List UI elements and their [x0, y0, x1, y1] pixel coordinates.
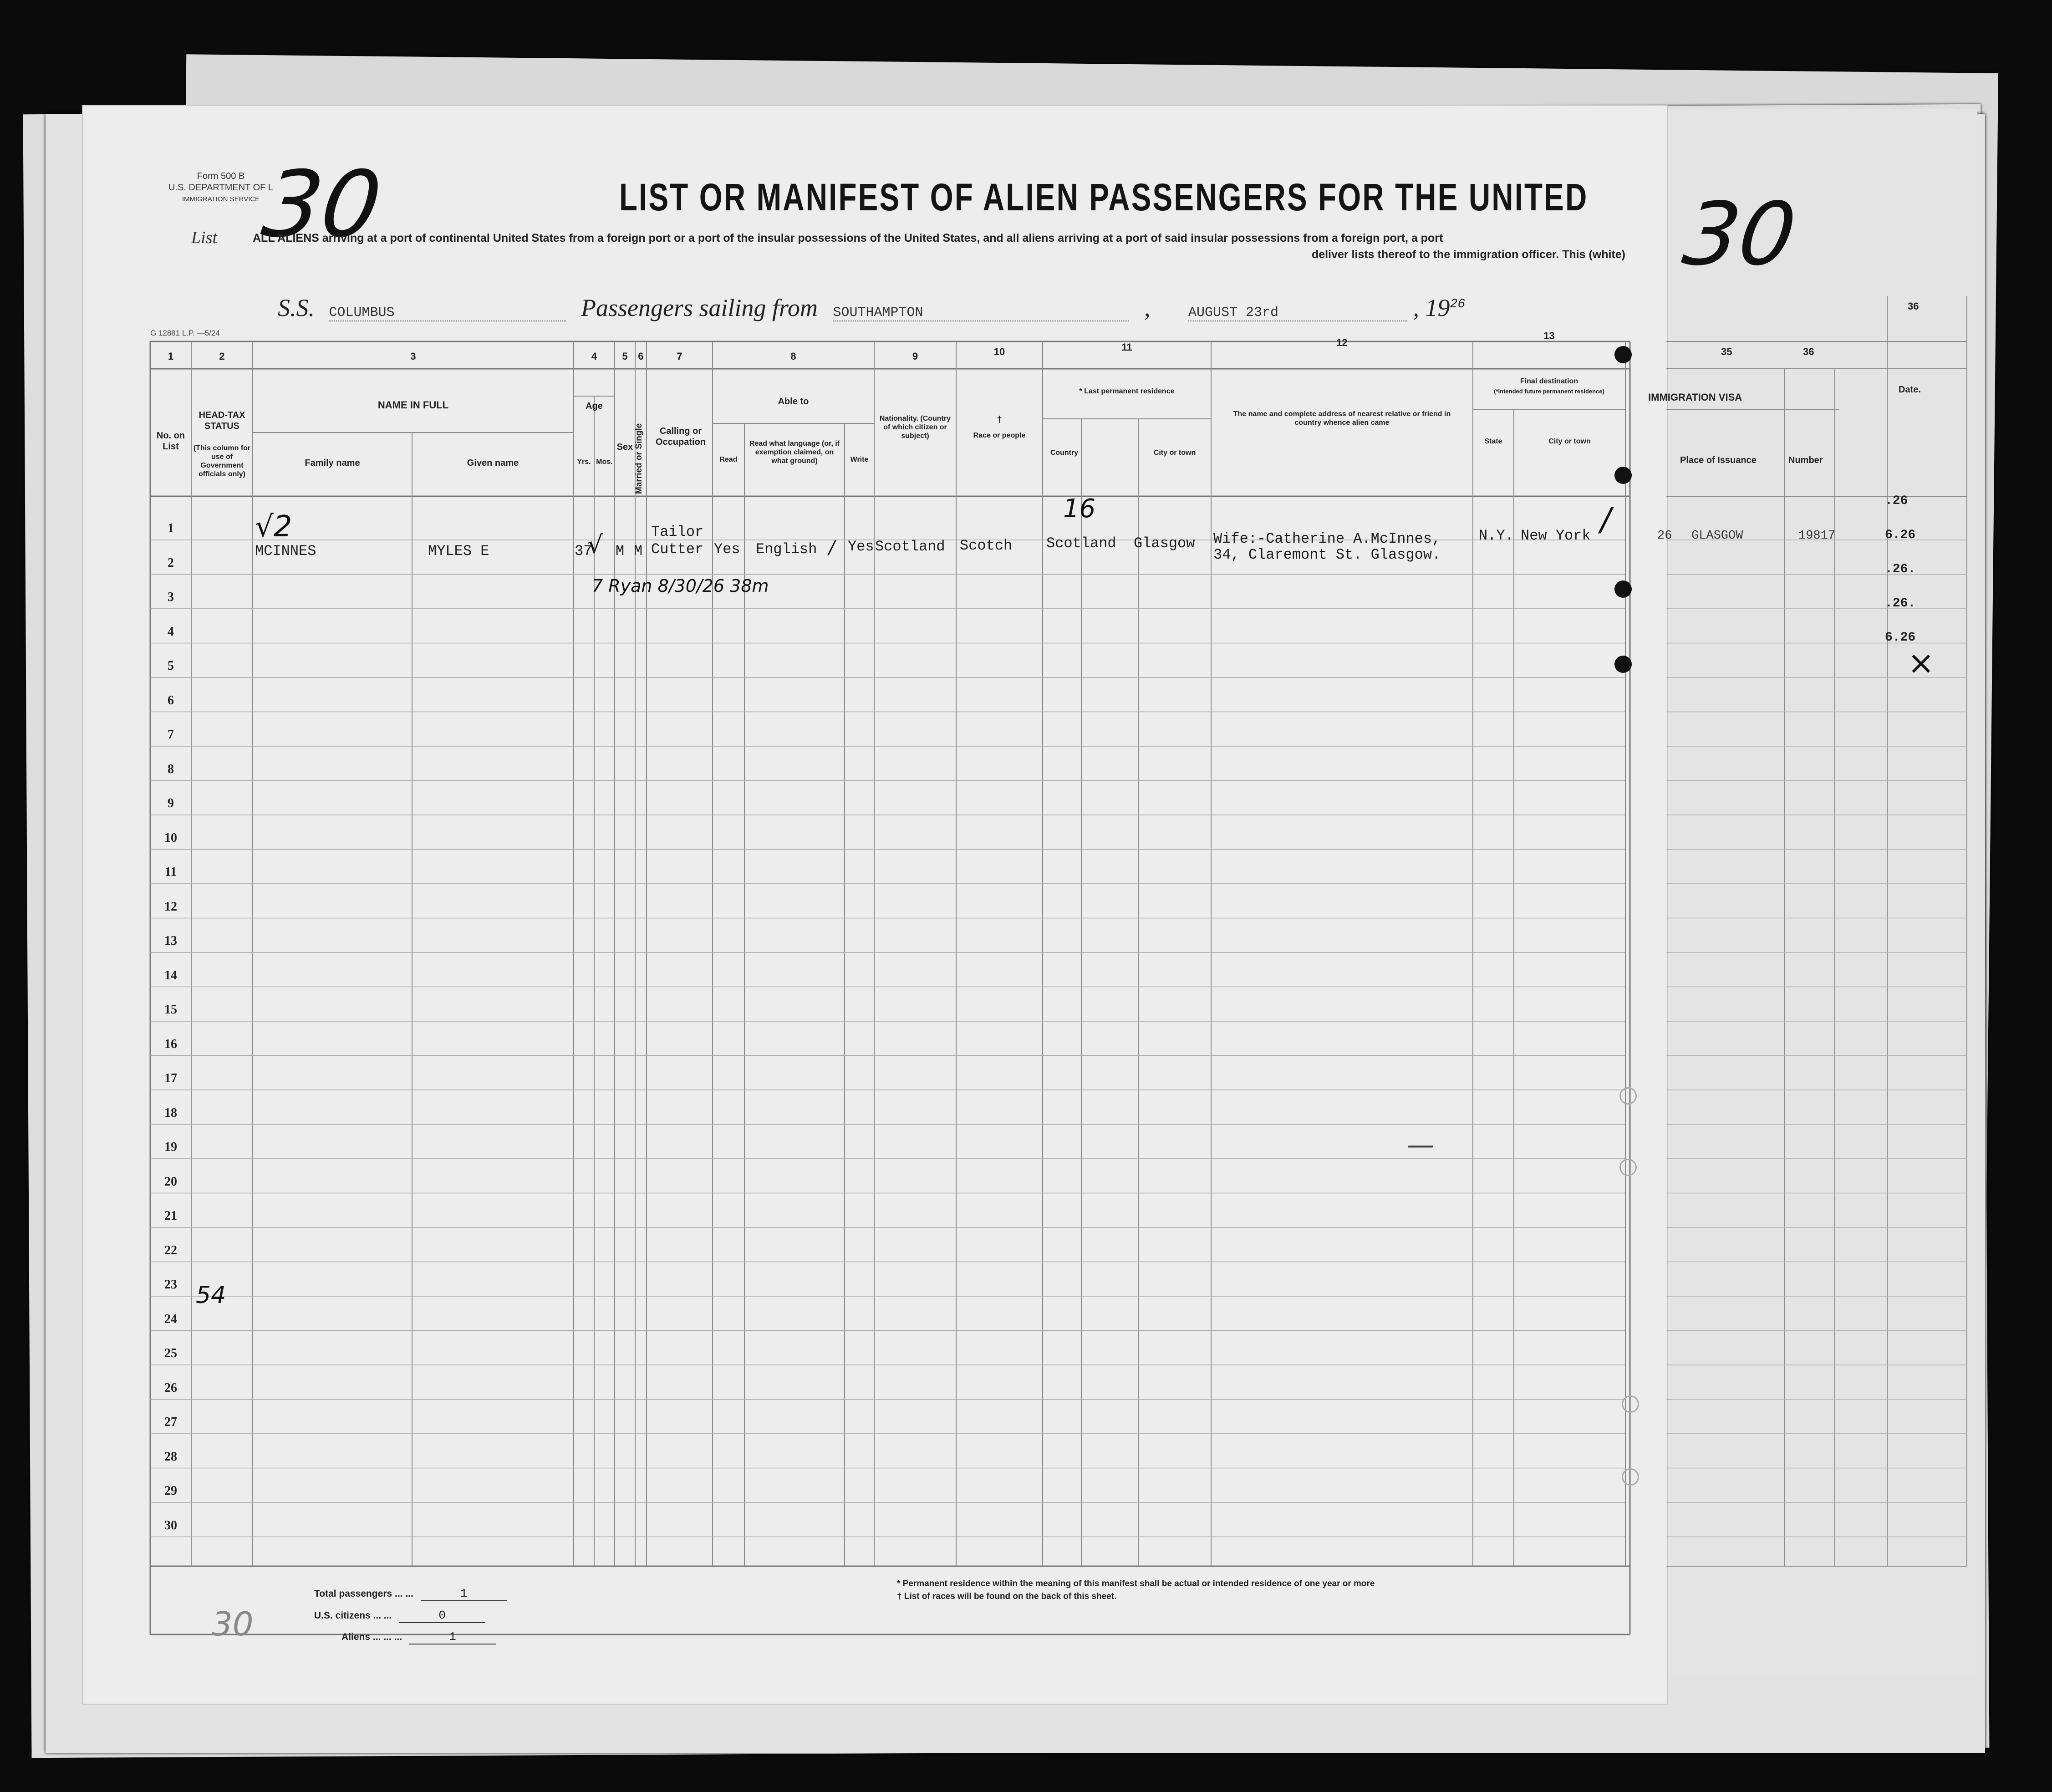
us-citizens-label: U.S. citizens ... ... — [314, 1610, 392, 1621]
row-number: 12 — [164, 899, 177, 914]
header-dest-city: City or town — [1548, 438, 1591, 445]
row-number: 20 — [164, 1174, 177, 1189]
family-checkmark: √2 — [255, 510, 292, 544]
passenger-occupation-2: Cutter — [651, 541, 704, 558]
header-calling: Calling or Occupation — [656, 426, 706, 447]
passenger-language: English — [756, 541, 817, 558]
passenger-occupation-1: Tailor — [651, 524, 704, 540]
punch-hole-ring — [1622, 1468, 1639, 1486]
country-mark: 16 — [1063, 494, 1096, 524]
row-number: 24 — [164, 1312, 177, 1326]
header-final-destination-note: (*Intended future permanent residence) — [1494, 388, 1604, 395]
row-number: 14 — [164, 968, 177, 983]
dest-check: / — [1600, 501, 1611, 538]
row-number: 13 — [164, 934, 177, 948]
total-passengers-value: 1 — [421, 1587, 507, 1601]
passenger-race: Scotch — [960, 537, 1013, 554]
manifest-title: LIST OR MANIFEST OF ALIEN PASSENGERS FOR THE UNITED — [619, 176, 1589, 219]
row-23-mark: 54 — [196, 1282, 226, 1309]
footnote-races: † List of races will be found on the back of this sheet. — [897, 1592, 1117, 1601]
row-2-note: 7 Ryan 8/30/26 38m — [592, 576, 769, 596]
row-number: 9 — [168, 796, 174, 810]
punch-hole — [1614, 656, 1632, 673]
header-read: Read — [719, 456, 738, 463]
header-given-name: Given name — [467, 458, 519, 468]
margin-date: 6.26 — [1885, 631, 1916, 645]
list-number: 30 — [256, 152, 387, 258]
header-head-tax-note: (This column for use of Government officials only) — [193, 444, 251, 478]
header-city-or-town: City or town — [1153, 449, 1196, 457]
passenger-read: Yes — [714, 541, 740, 558]
sailing-date: AUGUST 23rd — [1188, 305, 1407, 321]
header-married-or-single: Married or Single — [634, 423, 644, 494]
list-label: List — [191, 228, 218, 247]
col-num-5: 5 — [622, 351, 628, 362]
header-race-mark: † — [997, 415, 1002, 425]
departure-port: SOUTHAMPTON — [833, 305, 1129, 321]
row-number: 10 — [164, 830, 177, 845]
row-number: 11 — [164, 865, 177, 879]
right-place: GLASGOW — [1691, 529, 1743, 543]
row-number: 25 — [164, 1346, 177, 1360]
margin-date: 6.26 — [1885, 528, 1916, 542]
form-number: Form 500 B — [197, 171, 245, 181]
col-num-4: 4 — [591, 351, 597, 362]
passenger-marital: M — [634, 543, 643, 560]
col-num-11: 11 — [1121, 341, 1132, 353]
passenger-dest-state: N.Y. — [1479, 527, 1514, 544]
col-num-7: 7 — [677, 351, 682, 362]
header-sex: Sex — [616, 442, 633, 452]
subtitle-line-2: deliver lists thereof to the immigration officer. This (white) — [1312, 248, 1625, 261]
row-number: 19 — [164, 1140, 177, 1154]
punch-hole-ring — [1622, 1395, 1639, 1413]
header-able-to: Able to — [778, 397, 809, 407]
row-number: 4 — [168, 624, 174, 639]
age-checkmark: √ — [587, 530, 603, 559]
margin-cross: × — [1908, 644, 1935, 682]
row-number: 23 — [164, 1278, 177, 1292]
row-number: 22 — [164, 1243, 177, 1257]
punch-hole — [1614, 346, 1632, 363]
row-number: 30 — [164, 1518, 177, 1532]
header-country: Country — [1050, 449, 1079, 457]
right-col-35: 35 — [1721, 346, 1732, 357]
row-number: 3 — [168, 590, 174, 604]
subtitle-line-1: ALL ALIENS arriving at a port of continental United States from a foreign port or a port of the insular possessions of the United States, and all aliens arriving at a port of said insular possessions from a foreign port, a port — [253, 232, 1443, 244]
us-citizens-value: 0 — [399, 1609, 485, 1623]
header-nationality: Nationality. (Country of which citizen or subject) — [879, 415, 951, 440]
col-num-13: 13 — [1543, 330, 1555, 341]
row-number: 21 — [164, 1209, 177, 1223]
total-passengers-label: Total passengers ... ... — [314, 1588, 413, 1599]
row-number: 27 — [164, 1415, 177, 1429]
manifest-subtitle — [253, 230, 1625, 263]
header-family-name: Family name — [305, 458, 360, 468]
service-name: IMMIGRATION SERVICE — [182, 195, 260, 203]
col-num-1: 1 — [168, 351, 174, 362]
aliens-value: 1 — [409, 1630, 496, 1644]
header-write: Write — [850, 456, 869, 463]
col-num-9: 9 — [912, 351, 918, 362]
row-number: 26 — [164, 1380, 177, 1395]
sailing-line: S.S. COLUMBUS Passengers sailing from SOUTHAMPTON , AUGUST 23rd , $19^{26}$ — [278, 294, 1466, 321]
header-relative: The name and complete address of nearest relative or friend in country whence alien came — [1233, 410, 1451, 427]
year-prefix: 19 — [1425, 294, 1450, 321]
right-col-36: 36 — [1803, 346, 1814, 357]
aliens — [314, 1630, 496, 1644]
print-code: G 12881 L.P. —5/24 — [150, 329, 220, 337]
row-number: 18 — [164, 1105, 177, 1120]
language-check: / — [829, 537, 835, 558]
margin-date: .26. — [1885, 562, 1916, 576]
department-name: U.S. DEPARTMENT OF L — [168, 183, 274, 193]
row-number: 29 — [164, 1484, 177, 1498]
row-number: 28 — [164, 1449, 177, 1464]
col-num-2: 2 — [219, 351, 225, 362]
passenger-country: Scotland — [1046, 535, 1116, 552]
right-visa-number: 19817 — [1798, 529, 1836, 543]
row-number: 17 — [164, 1071, 177, 1085]
row-number: 1 — [168, 521, 174, 535]
header-no-on-list: No. on List — [156, 431, 185, 452]
row-number: 15 — [164, 1003, 177, 1017]
margin-date: .26. — [1885, 596, 1916, 611]
punch-hole-ring — [1619, 1087, 1637, 1105]
passenger-city: Glasgow — [1134, 535, 1195, 552]
row-number: 6 — [168, 693, 174, 708]
row-number: 8 — [168, 762, 174, 776]
right-number-label: Number — [1788, 455, 1823, 465]
right-list-number: 30 — [1677, 184, 1802, 285]
margin-date: .26 — [1885, 494, 1908, 508]
right-partial-date: 26 — [1657, 529, 1672, 543]
passenger-relative-1: Wife:-Catherine A.McInnes, — [1213, 530, 1441, 547]
header-age: Age — [586, 401, 603, 411]
punch-hole-ring — [1619, 1159, 1637, 1176]
punch-hole — [1614, 467, 1632, 484]
header-name-in-full: NAME IN FULL — [377, 399, 449, 411]
header-age-months: Mos. — [596, 458, 613, 466]
col-num-6: 6 — [638, 351, 644, 362]
ss-label: S.S. — [278, 294, 315, 321]
passenger-dest-city: New York — [1521, 527, 1591, 544]
passenger-nationality: Scotland — [875, 538, 945, 555]
row-number: 7 — [168, 728, 174, 742]
ship-name: COLUMBUS — [329, 305, 566, 321]
passenger-given-name: MYLES E — [428, 543, 489, 560]
us-citizens — [314, 1609, 485, 1623]
header-last-residence: * Last permanent residence — [1079, 387, 1175, 395]
passenger-write: Yes — [848, 538, 874, 555]
footnote-residence: * Permanent residence within the meaning of this manifest shall be actual or intended residence of one year or more — [897, 1579, 1375, 1588]
header-age-years: Yrs. — [577, 458, 591, 466]
right-place-of-issuance: Place of Issuance — [1680, 455, 1757, 465]
row-number: 16 — [164, 1037, 177, 1051]
header-head-tax: HEAD-TAX STATUS — [199, 410, 245, 431]
header-race: Race or people — [973, 432, 1026, 439]
header-read-language: Read what language (or, if exemption claimed, on what ground) — [749, 440, 840, 465]
form-identifier — [168, 171, 273, 205]
header-final-destination: Final destination — [1520, 377, 1578, 385]
right-visa-header: IMMIGRATION VISA — [1648, 392, 1742, 403]
passenger-sex: M — [616, 543, 625, 560]
passenger-family-name: MCINNES — [255, 543, 316, 560]
col-num-3: 3 — [410, 351, 416, 362]
row-number: 5 — [168, 659, 174, 673]
pen-stroke: — — [1407, 1129, 1434, 1161]
aliens-label: Aliens ... ... ... — [341, 1632, 402, 1642]
passenger-relative-2: 34, Claremont St. Glasgow. — [1213, 546, 1441, 563]
sailing-label: Passengers sailing from — [581, 294, 818, 321]
right-col-36-top: 36 — [1908, 300, 1919, 312]
bottom-mark: 30 — [212, 1605, 254, 1643]
passenger-age-years: 37 — [575, 543, 592, 560]
col-num-10: 10 — [993, 346, 1005, 357]
header-state: State — [1484, 438, 1502, 445]
right-date-label: Date. — [1899, 385, 1921, 395]
total-passengers — [314, 1587, 507, 1601]
col-num-12: 12 — [1336, 337, 1348, 348]
col-num-8: 8 — [790, 351, 796, 362]
row-number: 2 — [168, 555, 174, 570]
year-suffix: 26 — [1450, 297, 1466, 311]
punch-hole — [1614, 580, 1632, 598]
